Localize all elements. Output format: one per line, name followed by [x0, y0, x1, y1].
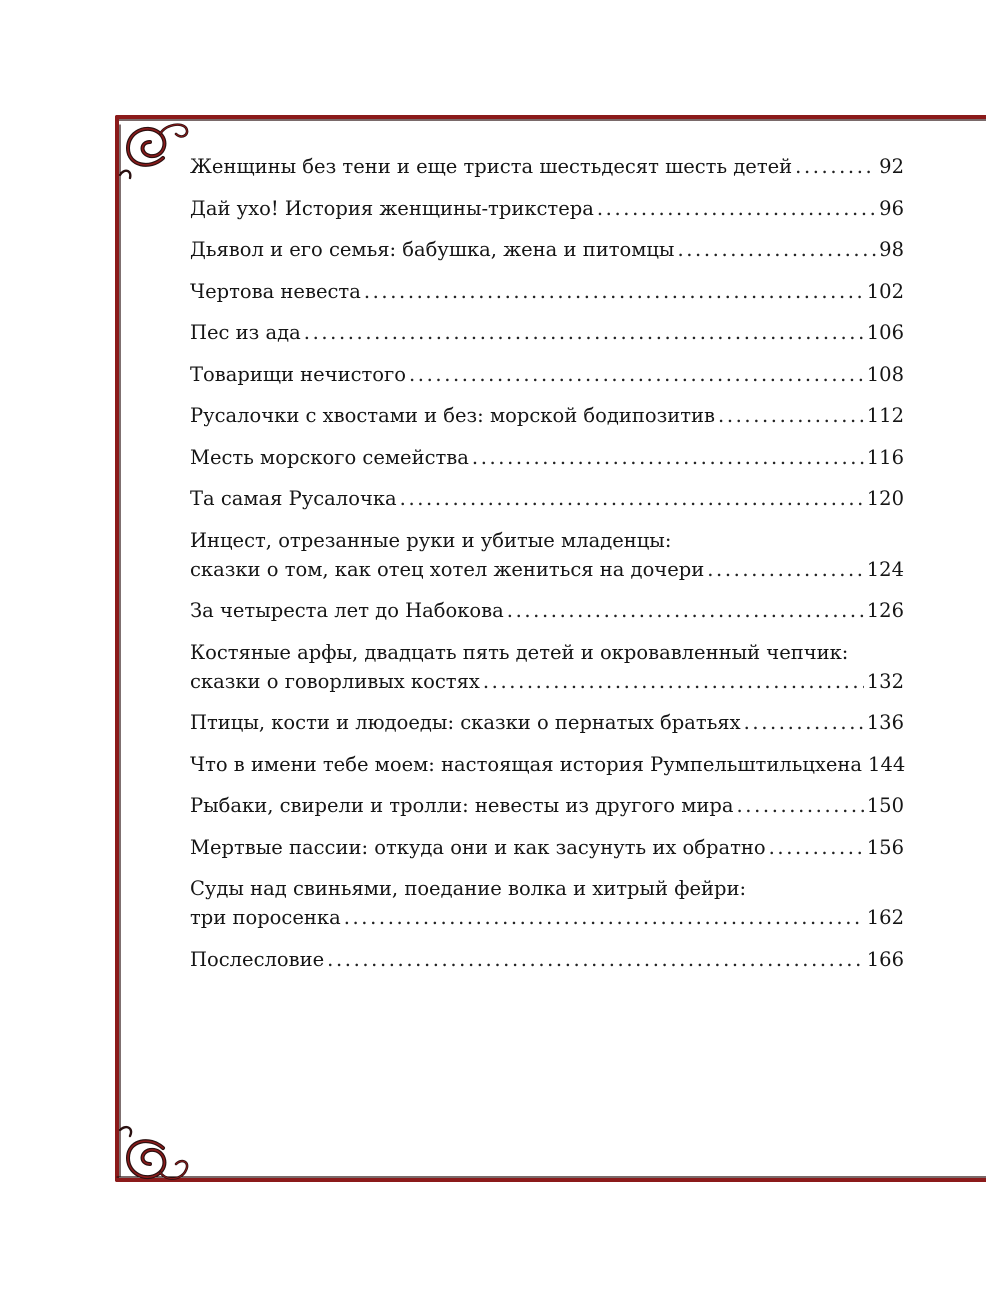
toc-entry-page: 124	[866, 557, 904, 581]
toc-entry-page: 150	[866, 794, 904, 817]
dot-leader	[400, 484, 864, 513]
dot-leader	[364, 277, 864, 306]
toc-entry[interactable]	[190, 443, 904, 472]
toc-entry-line	[190, 791, 904, 820]
toc-entry-title: сказки о говорливых костях	[190, 669, 480, 693]
toc-entry-page: 112	[866, 404, 904, 427]
toc-entry-page: 106	[866, 321, 904, 344]
dot-leader	[769, 833, 864, 862]
toc-entry-title: Послесловие	[190, 947, 325, 971]
toc-entry[interactable]	[190, 833, 904, 862]
toc-entry[interactable]	[190, 401, 904, 430]
toc-entry[interactable]	[190, 318, 904, 347]
toc-entry[interactable]	[190, 638, 904, 696]
toc-entry-line	[190, 235, 904, 264]
toc-entry-line	[190, 401, 904, 430]
toc-entry-lead: Суды над свиньями, поедание волка и хитрый фейри:	[190, 877, 747, 900]
toc-entry-page: 96	[879, 196, 904, 220]
dot-leader	[507, 596, 864, 625]
toc-entry-title: Русалочки с хвостами и без: морской бодипозитив	[190, 404, 716, 427]
toc-entry-page: 162	[866, 906, 904, 929]
toc-entry-title: Женщины без тени и еще триста шестьдесят шесть детей	[190, 155, 793, 178]
toc-entry[interactable]	[190, 708, 904, 737]
toc-entry[interactable]	[190, 484, 904, 513]
toc-entry[interactable]	[190, 791, 904, 820]
toc-entry[interactable]	[190, 526, 904, 584]
toc-entry-title: Птицы, кости и людоеды: сказки о пернатых братьях	[190, 711, 741, 734]
toc-entry-title: Дай ухо! История женщины-трикстера	[190, 196, 594, 220]
table-of-contents	[190, 152, 904, 986]
toc-entry-page: 120	[866, 487, 904, 510]
scroll-ornament-icon	[120, 125, 187, 178]
toc-entry[interactable]	[190, 194, 904, 223]
toc-entry-page: 132	[866, 669, 904, 693]
toc-entry-title: Что в имени тебе моем: настоящая история Румпельштильцхена	[190, 752, 863, 776]
toc-entry-line	[190, 484, 904, 513]
toc-entry[interactable]	[190, 874, 904, 932]
toc-entry-line	[190, 596, 904, 625]
toc-entry-title: Рыбаки, свирели и тролли: невесты из другого мира	[190, 794, 734, 817]
toc-entry[interactable]	[190, 596, 904, 625]
dot-leader	[304, 318, 864, 347]
toc-entry-title: Пес из ада	[190, 321, 301, 344]
toc-entry-line	[190, 152, 904, 181]
dot-leader	[597, 194, 876, 223]
toc-entry-line	[190, 833, 904, 862]
toc-entry-title: Дьявол и его семья: бабушка, жена и питомцы	[190, 238, 675, 261]
toc-entry-page: 144	[868, 752, 906, 776]
dot-leader	[677, 235, 876, 264]
toc-entry[interactable]	[190, 945, 904, 974]
toc-entry-lead: Инцест, отрезанные руки и убитые младенцы:	[190, 528, 672, 552]
toc-entry-page: 102	[866, 279, 904, 303]
toc-entry[interactable]	[190, 235, 904, 264]
toc-entry-title: сказки о том, как отец хотел жениться на дочери	[190, 557, 705, 581]
toc-entry-line	[190, 443, 904, 472]
dot-leader	[707, 555, 864, 584]
dot-leader	[344, 903, 864, 932]
toc-entry-page: 92	[879, 155, 904, 178]
dot-leader	[483, 667, 864, 696]
toc-entry-page: 108	[866, 362, 904, 386]
toc-entry-lead: Костяные арфы, двадцать пять детей и окровавленный чепчик:	[190, 640, 849, 664]
toc-entry-line	[190, 903, 904, 932]
toc-entry-title: Товарищи нечистого	[190, 362, 406, 386]
toc-entry-page: 136	[866, 711, 904, 734]
toc-entry-line	[190, 194, 904, 223]
dot-leader	[744, 708, 864, 737]
dot-leader	[472, 443, 864, 472]
toc-entry-title: За четыреста лет до Набокова	[190, 599, 504, 622]
toc-entry-title: три поросенка	[190, 906, 341, 929]
toc-entry-line	[190, 318, 904, 347]
dot-leader	[409, 360, 864, 389]
toc-entry-line	[190, 360, 904, 389]
toc-entry-page: 156	[866, 835, 904, 859]
toc-entry[interactable]	[190, 277, 904, 306]
scroll-ornament-icon	[120, 1127, 187, 1178]
toc-entry-line	[190, 277, 904, 306]
toc-entry-line	[190, 708, 904, 737]
toc-entry-title: Чертова невеста	[190, 279, 361, 303]
toc-entry[interactable]	[190, 750, 904, 779]
toc-entry-line	[190, 750, 904, 779]
toc-entry-title: Мертвые пассии: откуда они и как засунуть их обратно	[190, 835, 766, 859]
toc-entry-page: 126	[866, 599, 904, 622]
toc-entry-title: Та самая Русалочка	[190, 487, 397, 510]
toc-entry[interactable]	[190, 152, 904, 181]
toc-entry-title: Месть морского семейства	[190, 445, 469, 469]
dot-leader	[737, 791, 864, 820]
toc-entry-line	[190, 667, 904, 696]
dot-leader	[795, 152, 876, 181]
toc-entry-page: 98	[879, 238, 904, 261]
dot-leader	[327, 945, 864, 974]
toc-entry-line	[190, 555, 904, 584]
dot-leader	[718, 401, 864, 430]
toc-entry-page: 116	[866, 445, 904, 469]
toc-entry[interactable]	[190, 360, 904, 389]
toc-entry-line	[190, 945, 904, 974]
toc-entry-page: 166	[866, 947, 904, 971]
